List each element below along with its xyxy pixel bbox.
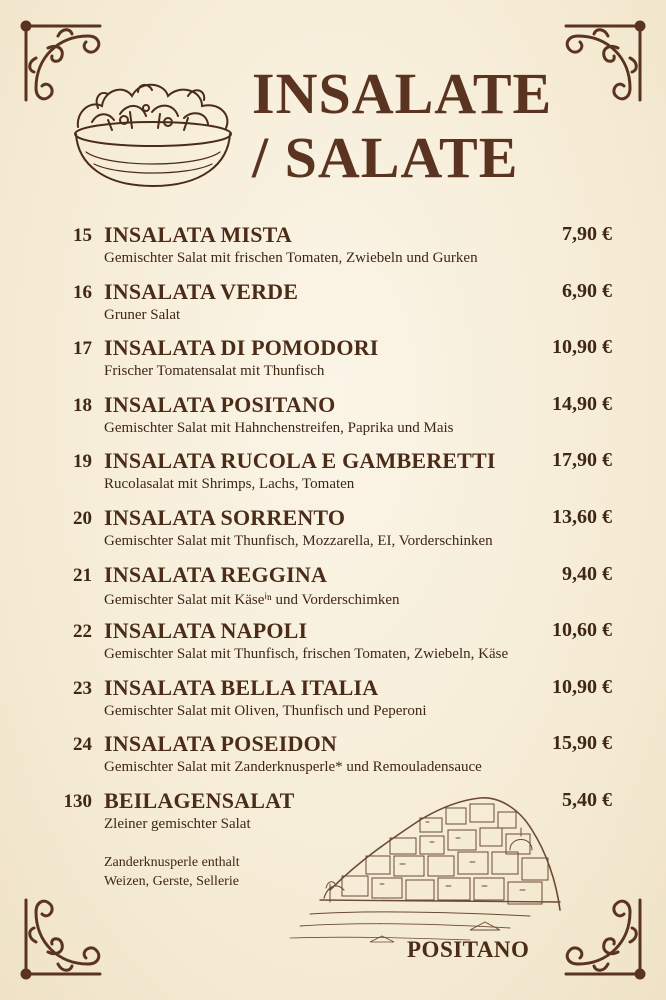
item-name: INSALATA POSITANO bbox=[104, 391, 336, 417]
menu-item bbox=[60, 279, 616, 336]
item-price: 17,90 € bbox=[552, 449, 612, 472]
item-description: Gemischter Salat mit Hahnchenstreifen, Paprika und Mais bbox=[104, 419, 454, 436]
menu-item bbox=[60, 618, 616, 675]
item-number: 20 bbox=[73, 507, 92, 529]
item-price: 7,90 € bbox=[562, 223, 612, 245]
item-name: INSALATA SORRENTO bbox=[104, 504, 346, 530]
ornate-corner-icon bbox=[558, 892, 648, 982]
item-name: INSALATA RUCOLA E GAMBERETTI bbox=[104, 448, 496, 474]
menu-item bbox=[60, 562, 616, 619]
item-number: 18 bbox=[73, 394, 92, 416]
salad-bowl-icon bbox=[68, 72, 238, 197]
item-description: Frischer Tomatensalat mit Thunfisch bbox=[104, 363, 325, 380]
menu-item bbox=[60, 505, 616, 562]
item-name: INSALATA NAPOLI bbox=[104, 618, 308, 644]
item-number: 16 bbox=[73, 281, 92, 303]
ornate-corner-icon bbox=[18, 892, 108, 982]
item-price: 10,90 € bbox=[552, 336, 612, 359]
menu-item bbox=[60, 731, 616, 788]
item-name: INSALATA MISTA bbox=[104, 222, 293, 247]
item-price: 14,90 € bbox=[552, 392, 612, 415]
item-number: 15 bbox=[73, 225, 92, 246]
item-name: INSALATA BELLA ITALIA bbox=[104, 674, 379, 700]
item-price: 6,90 € bbox=[562, 279, 612, 302]
menu-item bbox=[60, 335, 616, 392]
item-name: INSALATA POSEIDON bbox=[104, 731, 338, 757]
item-description: Gemischter Salat mit Thunfisch, Mozzarella, EI, Vorderschinken bbox=[104, 532, 493, 549]
item-description: Gemischter Salat mit Zanderknusperle* und Remouladensauce bbox=[104, 759, 482, 776]
footnote-line-2: Weizen, Gerste, Sellerie bbox=[104, 874, 239, 889]
item-number: 19 bbox=[73, 451, 92, 473]
item-number: 17 bbox=[73, 338, 92, 360]
salad-menu-list bbox=[60, 222, 616, 845]
item-price: 13,60 € bbox=[552, 505, 612, 528]
item-name: INSALATA VERDE bbox=[104, 278, 299, 304]
item-price: 15,90 € bbox=[552, 732, 612, 755]
item-description: Zleiner gemischter Salat bbox=[104, 815, 251, 832]
title-line-2: / SALATE bbox=[252, 125, 519, 190]
footnote-line-1: Zanderknusperle enthalt bbox=[104, 855, 240, 870]
item-price: 10,90 € bbox=[552, 675, 612, 698]
item-number: 23 bbox=[73, 677, 92, 699]
menu-item bbox=[60, 675, 616, 732]
item-description: Gemischter Salat mit Thunfisch, frischen Tomaten, Zwiebeln, Käse bbox=[104, 646, 509, 663]
item-number: 24 bbox=[73, 734, 92, 756]
item-price: 10,60 € bbox=[552, 619, 612, 642]
item-name: INSALATA DI POMODORI bbox=[104, 335, 379, 361]
item-name: INSALATA REGGINA bbox=[104, 561, 328, 587]
item-description: Gruner Salat bbox=[104, 306, 181, 323]
item-description: Rucolasalat mit Shrimps, Lachs, Tomaten bbox=[104, 476, 355, 493]
item-price: 5,40 € bbox=[562, 788, 612, 811]
title-line-1: INSALATE bbox=[252, 61, 553, 126]
page-title bbox=[252, 62, 582, 190]
item-description: Gemischter Salat mit Käseⁱⁿ und Vorderschimken bbox=[104, 591, 400, 608]
menu-item bbox=[60, 222, 616, 279]
positano-label: POSITANO bbox=[407, 937, 530, 962]
menu-item bbox=[60, 392, 616, 449]
item-price: 9,40 € bbox=[562, 562, 612, 585]
item-description: Gemischter Salat mit frischen Tomaten, Zwiebeln und Gurken bbox=[104, 250, 478, 266]
menu-item bbox=[60, 448, 616, 505]
item-description: Gemischter Salat mit Oliven, Thunfisch und Peperoni bbox=[104, 702, 427, 719]
item-number: 22 bbox=[73, 621, 92, 643]
item-number: 130 bbox=[63, 790, 92, 812]
item-number: 21 bbox=[73, 564, 92, 586]
item-name: BEILAGENSALAT bbox=[104, 787, 295, 813]
